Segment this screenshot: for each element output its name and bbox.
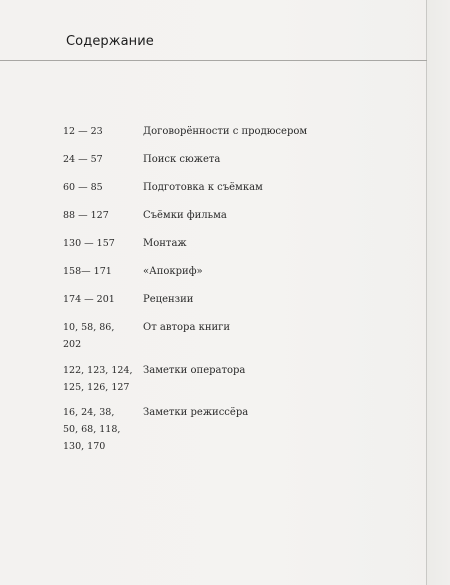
toc-page-range [63, 179, 133, 196]
toc-chapter-title: Съёмки фильма [143, 210, 227, 221]
toc-page-line: 50, 68, 118, [63, 424, 121, 435]
page-title: Содержание [66, 34, 154, 49]
toc-page-line: 88 — 127 [63, 210, 109, 221]
toc-page-line: 130, 170 [63, 441, 106, 452]
toc-page-line: 12 — 23 [63, 126, 103, 137]
toc-page-range [63, 319, 133, 353]
toc-page-line: 10, 58, 86, [63, 322, 115, 333]
toc-page-range [63, 235, 133, 252]
toc-page-range [63, 291, 133, 308]
toc-page-line: 130 — 157 [63, 238, 115, 249]
toc-chapter-title: Договорённости с продюсером [143, 126, 308, 137]
toc-page-line: 202 [63, 339, 82, 350]
toc-page-range [63, 207, 133, 224]
toc-page-line: 24 — 57 [63, 154, 103, 165]
toc-chapter-title: От автора книги [143, 322, 231, 333]
toc-page-range [63, 263, 133, 280]
toc-page-range [63, 404, 133, 455]
toc-page-range [63, 362, 133, 396]
toc-chapter-title: «Апокриф» [143, 266, 203, 277]
page-edge-shade [427, 0, 450, 585]
toc-chapter-title: Монтаж [143, 238, 187, 249]
toc-chapter-title: Поиск сюжета [143, 154, 221, 165]
toc-chapter-title: Заметки оператора [143, 365, 246, 376]
toc-page-range [63, 123, 133, 140]
toc-chapter-title: Заметки режиссёра [143, 407, 249, 418]
toc-chapter-title: Рецензии [143, 294, 194, 305]
toc-page-line: 60 — 85 [63, 182, 103, 193]
toc-page-range [63, 151, 133, 168]
toc-page-line: 125, 126, 127 [63, 382, 130, 393]
toc-page-line: 16, 24, 38, [63, 407, 115, 418]
toc-page-line: 122, 123, 124, [63, 365, 133, 376]
toc-page-line: 174 — 201 [63, 294, 115, 305]
toc-page-line: 158— 171 [63, 266, 112, 277]
toc-chapter-title: Подготовка к съёмкам [143, 182, 263, 193]
